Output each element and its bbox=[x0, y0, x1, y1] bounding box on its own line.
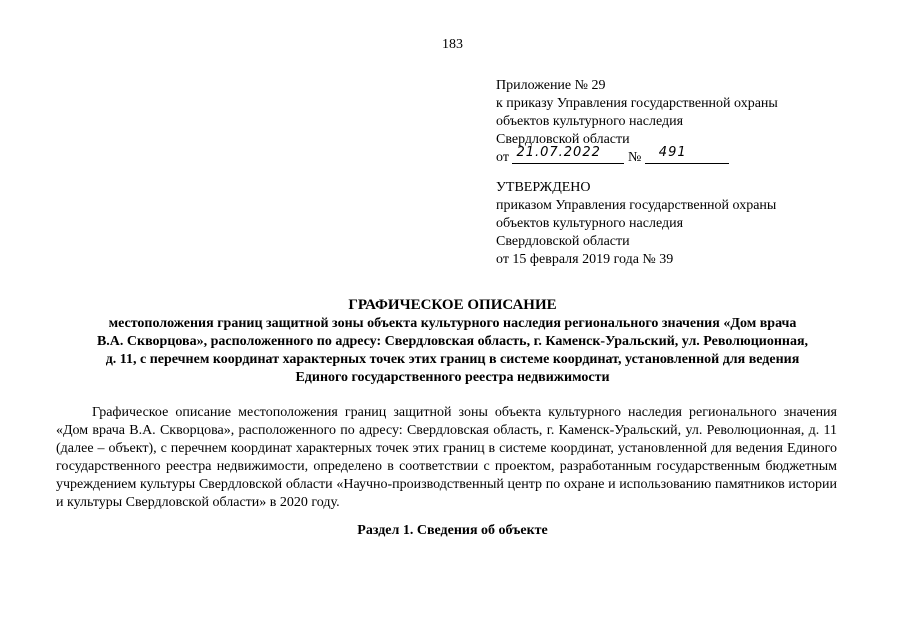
approved-order: приказом Управления государственной охраны bbox=[496, 198, 777, 213]
title-line: В.А. Скворцова», расположенного по адресу: Свердловская область, г. Каменск-Уральский, ул. Революционная, bbox=[96, 334, 809, 349]
appendix-object-ref: объектов культурного наследия bbox=[496, 114, 684, 129]
approved-date: от 15 февраля 2019 года № 39 bbox=[496, 252, 674, 267]
appendix-number: Приложение № 29 bbox=[496, 78, 606, 93]
handwritten-date: 21.07.2022 bbox=[516, 145, 601, 160]
body-paragraph: Графическое описание местоположения границ защитной зоны объекта культурного наследия регионального значения «Дом врача В.А. Скворцова», расположенного по адресу: Свердловская область, г. Каменск-Уральский, ул. Революционная, д. 11 (далее – объект), с перечнем координат характерных точек этих границ в системе координат, установленной для ведения Единого государственного реестра недвижимости, определено в соответствии с проектом, разработанным государственным бюджетным учреждением культуры Свердловской области «Научно-производственный центр по охране и использованию памятников истории и культуры Свердловской области» в 2020 году. bbox=[56, 405, 837, 510]
page-number: 183 bbox=[442, 37, 463, 52]
appendix-order-ref: к приказу Управления государственной охраны bbox=[496, 96, 778, 111]
from-label: от bbox=[496, 150, 509, 165]
title-line: д. 11, с перечнем координат характерных точек этих границ в системе координат, установленной для ведения bbox=[105, 352, 800, 367]
appendix-date-line bbox=[496, 145, 778, 167]
number-field bbox=[645, 145, 729, 164]
date-field bbox=[512, 145, 624, 164]
handwritten-number: 491 bbox=[658, 145, 687, 160]
approved-block bbox=[496, 179, 776, 269]
title-line: местоположения границ защитной зоны объекта культурного наследия регионального значения «Дом врача bbox=[108, 316, 797, 331]
appendix-region: Свердловской области bbox=[496, 132, 630, 147]
section-heading: Раздел 1. Сведения об объекте bbox=[357, 523, 548, 538]
title-main: ГРАФИЧЕСКОЕ ОПИСАНИЕ bbox=[348, 297, 557, 313]
approved-object: объектов культурного наследия bbox=[496, 216, 684, 231]
document-title bbox=[40, 296, 865, 387]
appendix-header bbox=[496, 77, 778, 167]
number-label: № bbox=[627, 150, 642, 165]
approved-region: Свердловской области bbox=[496, 234, 630, 249]
title-line: Единого государственного реестра недвижимости bbox=[295, 370, 610, 385]
approved-heading: УТВЕРЖДЕНО bbox=[496, 180, 591, 195]
